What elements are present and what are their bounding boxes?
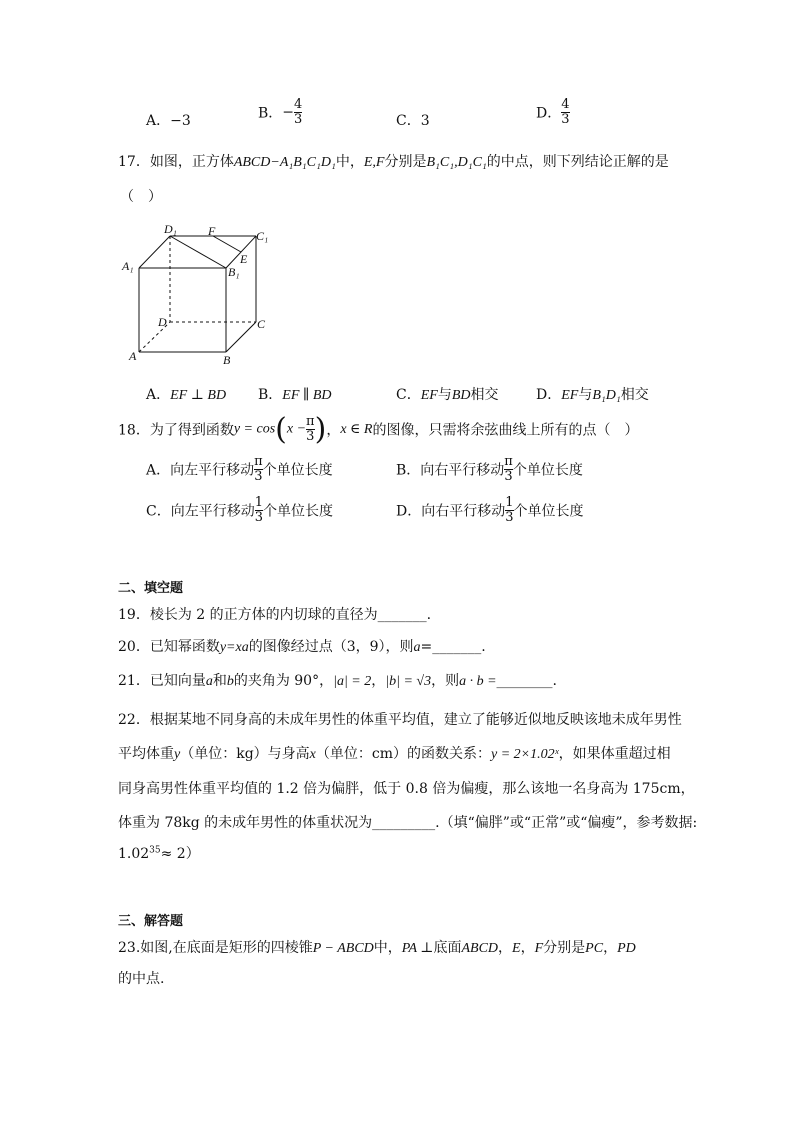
option-math-2: B₁D₁	[592, 388, 621, 403]
q22-line1: 22．根据某地不同身高的未成年男性的体重平均值，建立了能够近似地反映该地未成年男性	[118, 712, 682, 728]
option-pre: 向左平行移动	[170, 503, 255, 520]
q16-option-a	[146, 110, 191, 130]
option-text: EF ∥ BD	[282, 388, 332, 403]
q17-option-a	[146, 384, 226, 404]
q23-pre: 23.如图,在底面是矩形的四棱锥	[118, 940, 313, 956]
q22-line3: 同身高男性体重平均值的 1.2 倍为偏胖，低于 0.8 倍为偏瘦，那么该地一名身高为 175cm，	[118, 781, 695, 797]
q17-option-d	[536, 384, 649, 404]
q21-dot: a · b =	[459, 674, 497, 689]
fraction-den: 3	[254, 510, 263, 525]
edge-bc	[226, 322, 256, 352]
option-post: 个单位长度	[513, 503, 584, 520]
q16-option-b	[258, 98, 302, 127]
option-label: D．	[536, 105, 562, 122]
label-d1: D₁	[164, 222, 177, 236]
fraction-num: 4	[294, 97, 303, 112]
option-label: A．	[146, 113, 171, 129]
q18-prefix: 18．为了得到函数	[118, 422, 234, 439]
q16-option-c	[396, 110, 430, 130]
q23-mid2: 分别是	[543, 940, 586, 956]
option-pre: 向左平行移动	[170, 462, 255, 479]
segment-ef	[213, 236, 241, 252]
q22-x: x	[309, 747, 316, 762]
option-label: B．	[258, 105, 283, 122]
option-text: EF ⊥ BD	[170, 388, 227, 403]
option-value: 3	[420, 113, 430, 129]
option-text-1: 与	[437, 387, 452, 403]
q16-option-d	[536, 98, 570, 127]
option-math-1: EF	[420, 388, 438, 403]
q22-mid: （单位：kg）与身高	[180, 746, 310, 762]
q23-pc: PC	[585, 941, 604, 956]
q22-y: y	[174, 747, 181, 762]
fraction-den: 3	[561, 112, 570, 127]
fraction	[254, 455, 263, 484]
label-a: A	[129, 349, 137, 363]
q18-left-paren: (	[275, 412, 287, 447]
option-post: 个单位长度	[512, 462, 583, 479]
q20-end: =_______.	[420, 639, 486, 655]
fraction-num: 4	[561, 97, 570, 112]
q22-post: ，如果体重超过相	[558, 746, 671, 762]
q23-comma2: ，	[520, 940, 535, 956]
q21-vector-b: b	[226, 674, 234, 689]
cube-figure	[118, 222, 278, 367]
q20-post: 的图像经过点（3，9），则	[248, 639, 414, 655]
q23-mid: 中，	[373, 940, 402, 956]
fraction-num: π	[254, 454, 263, 469]
q21-mid: 的夹角为 90°，	[233, 673, 334, 689]
q23-line2: 的中点.	[118, 971, 165, 987]
q17-edges: B₁C₁,D₁C₁	[426, 155, 487, 170]
q21-and: 和	[212, 673, 227, 689]
label-d: D	[158, 315, 167, 329]
option-value: −3	[170, 113, 191, 129]
option-post: 个单位长度	[263, 503, 333, 520]
fraction-num: π	[306, 414, 315, 429]
q20	[118, 636, 486, 656]
label-c: C	[257, 317, 266, 331]
q22-line5-post: ≈ 2）	[160, 846, 200, 862]
q17-ef: E,F	[363, 155, 385, 170]
segment-d1b1	[170, 236, 226, 268]
q18-stem	[118, 412, 638, 447]
q18-right-paren: )	[314, 412, 327, 447]
option-post: 个单位长度	[262, 462, 333, 479]
option-label: B．	[396, 462, 421, 479]
q20-func: y=xa	[219, 640, 249, 655]
fraction-den: 3	[306, 429, 315, 444]
section-answer-title: 三、解答题	[118, 914, 184, 929]
q23-comma: ，	[498, 940, 513, 956]
fraction	[255, 496, 263, 525]
q21-comma: ，	[371, 673, 386, 689]
fraction-num: 1	[505, 495, 514, 510]
option-math-1: EF	[561, 388, 579, 403]
option-pre: 向右平行移动	[421, 503, 506, 520]
q20-pre: 20．已知幂函数	[118, 639, 220, 655]
q18-suffix: 的图像，只需将余弦曲线上所有的点（ ）	[372, 422, 639, 439]
q23-abcd: ABCD	[461, 941, 499, 956]
fraction	[306, 415, 315, 444]
option-sign: −	[282, 104, 295, 121]
q23-f: F	[534, 941, 544, 956]
option-label: A．	[146, 387, 171, 403]
q22-exp: 35	[149, 845, 161, 856]
q23-pd: PD	[617, 941, 636, 956]
option-label: C．	[396, 113, 421, 129]
q23-line1	[118, 937, 636, 957]
q18-option-a	[146, 455, 333, 484]
q21-abs-b: |b| = √3	[385, 674, 432, 689]
option-label: A．	[146, 462, 171, 479]
q17-paren: （ ）	[120, 189, 162, 205]
option-text-1: 与	[578, 387, 593, 403]
option-label: C．	[146, 503, 171, 520]
q18-option-d	[396, 496, 584, 525]
option-label: D．	[536, 387, 562, 403]
fraction	[294, 98, 302, 127]
q17-option-c	[396, 384, 499, 404]
option-label: C．	[396, 387, 421, 403]
q22-mid2: （单位：cm）的函数关系：	[315, 746, 492, 762]
fraction-den: 3	[294, 112, 303, 127]
q17-mid: 中，	[335, 154, 364, 170]
q17-stem	[118, 151, 669, 171]
fraction	[505, 496, 513, 525]
q21	[118, 670, 557, 690]
q17-prefix: 17．如图，正方体	[118, 154, 234, 170]
fraction	[504, 455, 513, 484]
q22-line5	[118, 843, 200, 863]
q23-pyramid: P − ABCD	[312, 941, 374, 956]
q20-var: a	[413, 640, 421, 655]
label-c1: C₁	[256, 229, 269, 243]
q21-blank: ________.	[496, 673, 557, 689]
fraction-den: 3	[254, 469, 263, 484]
q18-comma: ，	[326, 422, 341, 439]
q18-domain: x ∈ R	[340, 422, 373, 437]
option-label: D．	[396, 503, 422, 520]
q18-func-inner: x −	[286, 421, 307, 437]
fraction-num: π	[504, 454, 513, 469]
q18-func-left: y = cos	[233, 421, 276, 437]
q21-pre: 21．已知向量	[118, 673, 206, 689]
option-text-2: 相交	[470, 387, 499, 403]
q22-formula: y = 2×1.02ˣ	[491, 747, 559, 762]
label-b: B	[223, 353, 231, 367]
q23-comma3: ，	[603, 940, 618, 956]
option-text-2: 相交	[620, 387, 649, 403]
edge-a1d1	[139, 236, 170, 268]
q17-option-b	[258, 384, 332, 404]
q22-base: 1.02	[118, 846, 150, 862]
label-a1: A₁	[122, 259, 134, 273]
fraction	[561, 98, 569, 127]
q21-then: ，则	[431, 673, 460, 689]
q17-suffix: 的中点，则下列结论正解的是	[486, 154, 669, 170]
q23-pa: PA ⊥	[401, 941, 434, 956]
option-label: B．	[258, 387, 283, 403]
fraction-num: 1	[254, 495, 263, 510]
label-f: F	[208, 224, 216, 238]
q22-pre: 平均体重	[118, 746, 174, 762]
q19: 19．棱长为 2 的正方体的内切球的直径为_______.	[118, 607, 432, 623]
q23-e: E	[512, 941, 521, 956]
q18-option-c	[146, 496, 333, 525]
q22-line2	[118, 743, 671, 763]
q21-abs-a: |a| = 2	[333, 674, 372, 689]
q18-option-b	[396, 455, 583, 484]
fraction-den: 3	[505, 510, 514, 525]
q21-vector-a: a	[205, 674, 213, 689]
option-math-2: BD	[451, 388, 471, 403]
section-fill-blank-title: 二、填空题	[118, 581, 184, 596]
q17-cube-name: ABCD−A₁B₁C₁D₁	[233, 155, 336, 170]
q22-line4: 体重为 78kg 的未成年男性的体重状况为_________.（填“偏胖”或“正常”或“偏瘦”，参考数据:	[118, 815, 698, 831]
label-b1: B₁	[228, 265, 240, 279]
q17-mid2: 分别是	[384, 154, 427, 170]
fraction-den: 3	[504, 469, 513, 484]
option-pre: 向右平行移动	[420, 462, 505, 479]
label-e: E	[240, 252, 248, 266]
q23-base: 底面	[433, 940, 462, 956]
